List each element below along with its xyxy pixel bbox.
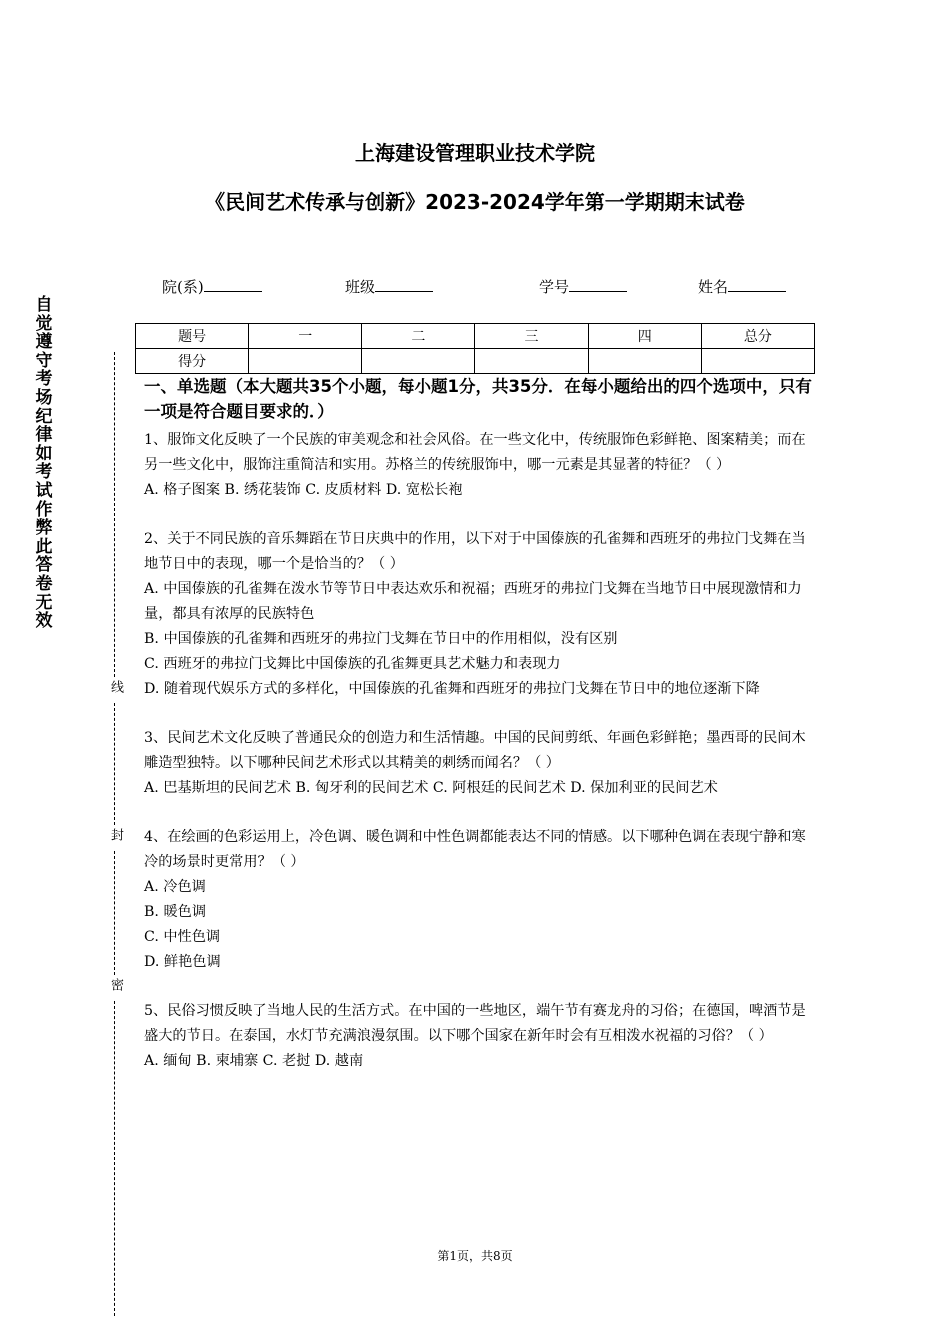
binding-dash-line: [114, 851, 115, 975]
class-blank[interactable]: [375, 277, 433, 292]
name-blank[interactable]: [728, 277, 786, 292]
page-footer: 第1页，共8页: [437, 1249, 513, 1263]
question-options: A. 巴基斯坦的民间艺术 B. 匈牙利的民间艺术 C. 阿根廷的民间艺术 D. 保加利亚的民间艺术: [144, 780, 718, 796]
side-note-char: 纪: [35, 406, 53, 427]
question-2: [144, 527, 816, 702]
question-5: [144, 999, 816, 1074]
question-3: [144, 726, 816, 801]
student-id-label: 学号: [539, 278, 570, 296]
side-note-char: 弊: [35, 518, 53, 539]
side-note-char: 卷: [35, 573, 53, 594]
question-options: A. 缅甸 B. 柬埔寨 C. 老挝 D. 越南: [144, 1053, 364, 1069]
question-1: [144, 428, 816, 503]
integrity-side-note: [31, 296, 57, 631]
side-note-char: 场: [35, 387, 53, 408]
option-d: D. 鲜艳色调: [144, 954, 221, 970]
department-field: [162, 276, 262, 297]
question-stem: 3、民间艺术文化反映了普通民众的创造力和生活情趣。中国的民间剪纸、年画色彩鲜艳；墨西哥的民间木雕造型独特。以下哪种民间艺术形式以其精美的刺绣而闻名？（ ）: [144, 730, 806, 771]
option-c: C. 中性色调: [144, 929, 221, 945]
side-note-char: 效: [35, 611, 53, 632]
cut-mark-line: 线: [108, 680, 123, 693]
score-cell[interactable]: [362, 349, 475, 374]
question-options: A. 格子图案 B. 绣花装饰 C. 皮质材料 D. 宽松长袍: [144, 482, 463, 498]
score-header-cell: 题号: [136, 324, 249, 349]
score-header-cell: 三: [475, 324, 588, 349]
score-header-cell: 四: [588, 324, 701, 349]
student-id-field: [539, 276, 627, 297]
name-field: [698, 276, 786, 297]
side-note-char: 答: [35, 555, 53, 576]
option-d: D. 随着现代娱乐方式的多样化，中国傣族的孔雀舞和西班牙的弗拉门戈舞在节日中的地位逐渐下降: [144, 681, 760, 697]
option-b: B. 暖色调: [144, 904, 207, 920]
side-note-char: 遵: [35, 332, 53, 353]
side-note-char: 此: [35, 536, 53, 557]
score-cell[interactable]: [588, 349, 701, 374]
question-stem: 1、服饰文化反映了一个民族的审美观念和社会风俗。在一些文化中，传统服饰色彩鲜艳、图案精美；而在另一些文化中，服饰注重简洁和实用。苏格兰的传统服饰中，哪一元素是其显著的特征？（ ）: [144, 432, 806, 473]
class-label: 班级: [345, 278, 376, 296]
option-a: A. 中国傣族的孔雀舞在泼水节等节日中表达欢乐和祝福；西班牙的弗拉门戈舞在当地节日中展现激情和力量，都具有浓厚的民族特色: [144, 581, 802, 622]
exam-title: 《民间艺术传承与创新》2023-2024学年第一学期期末试卷: [205, 190, 745, 214]
binding-dash-line: [114, 703, 115, 825]
department-label: 院(系): [162, 278, 204, 296]
option-c: C. 西班牙的弗拉门戈舞比中国傣族的孔雀舞更具艺术魅力和表现力: [144, 656, 561, 672]
name-label: 姓名: [698, 278, 729, 296]
side-note-char: 考: [35, 369, 53, 390]
side-note-char: 守: [35, 350, 53, 371]
school-name: 上海建设管理职业技术学院: [355, 141, 595, 165]
class-field: [345, 276, 433, 297]
score-header-cell: 总分: [701, 324, 814, 349]
side-note-char: 自: [35, 295, 53, 315]
cut-mark-secret: 密: [108, 978, 123, 991]
score-cell[interactable]: [249, 349, 362, 374]
score-table-score-row: [136, 349, 815, 374]
score-row-label: 得分: [136, 349, 249, 374]
score-cell[interactable]: [475, 349, 588, 374]
option-a: A. 冷色调: [144, 879, 206, 895]
side-note-char: 无: [35, 592, 53, 613]
score-cell-total[interactable]: [701, 349, 814, 374]
question-stem: 5、民俗习惯反映了当地人民的生活方式。在中国的一些地区，端午节有赛龙舟的习俗；在德国，啤酒节是盛大的节日。在泰国，水灯节充满浪漫氛围。以下哪个国家在新年时会有互相泼水祝福的习俗？（ ）: [144, 1003, 806, 1044]
option-b: B. 中国傣族的孔雀舞和西班牙的弗拉门戈舞在节日中的作用相似，没有区别: [144, 631, 618, 647]
question-4: [144, 825, 816, 975]
score-header-cell: 一: [249, 324, 362, 349]
exam-content: [144, 374, 816, 1074]
section-heading: 一、单选题（本大题共35个小题，每小题1分，共35分．在每小题给出的四个选项中，只有一项是符合题目要求的．）: [144, 377, 812, 421]
score-header-cell: 二: [362, 324, 475, 349]
question-stem: 4、在绘画的色彩运用上，冷色调、暖色调和中性色调都能表达不同的情感。以下哪种色调在表现宁静和寒冷的场景时更常用？（ ）: [144, 829, 806, 870]
question-stem: 2、关于不同民族的音乐舞蹈在节日庆典中的作用，以下对于中国傣族的孔雀舞和西班牙的弗拉门戈舞在当地节日中的表现，哪一个是恰当的？（ ）: [144, 531, 806, 572]
side-note-char: 律: [35, 425, 53, 446]
side-note-char: 觉: [35, 313, 53, 334]
cut-mark-seal: 封: [108, 828, 123, 841]
side-note-char: 作: [35, 499, 53, 520]
binding-dash-line: [114, 352, 115, 677]
score-table-header-row: [136, 324, 815, 349]
binding-dash-line: [114, 1001, 115, 1316]
side-note-char: 试: [35, 480, 53, 501]
student-id-blank[interactable]: [569, 277, 627, 292]
score-table: [135, 323, 815, 374]
side-note-char: 如: [35, 443, 53, 464]
department-blank[interactable]: [204, 277, 262, 292]
side-note-char: 考: [35, 462, 53, 483]
